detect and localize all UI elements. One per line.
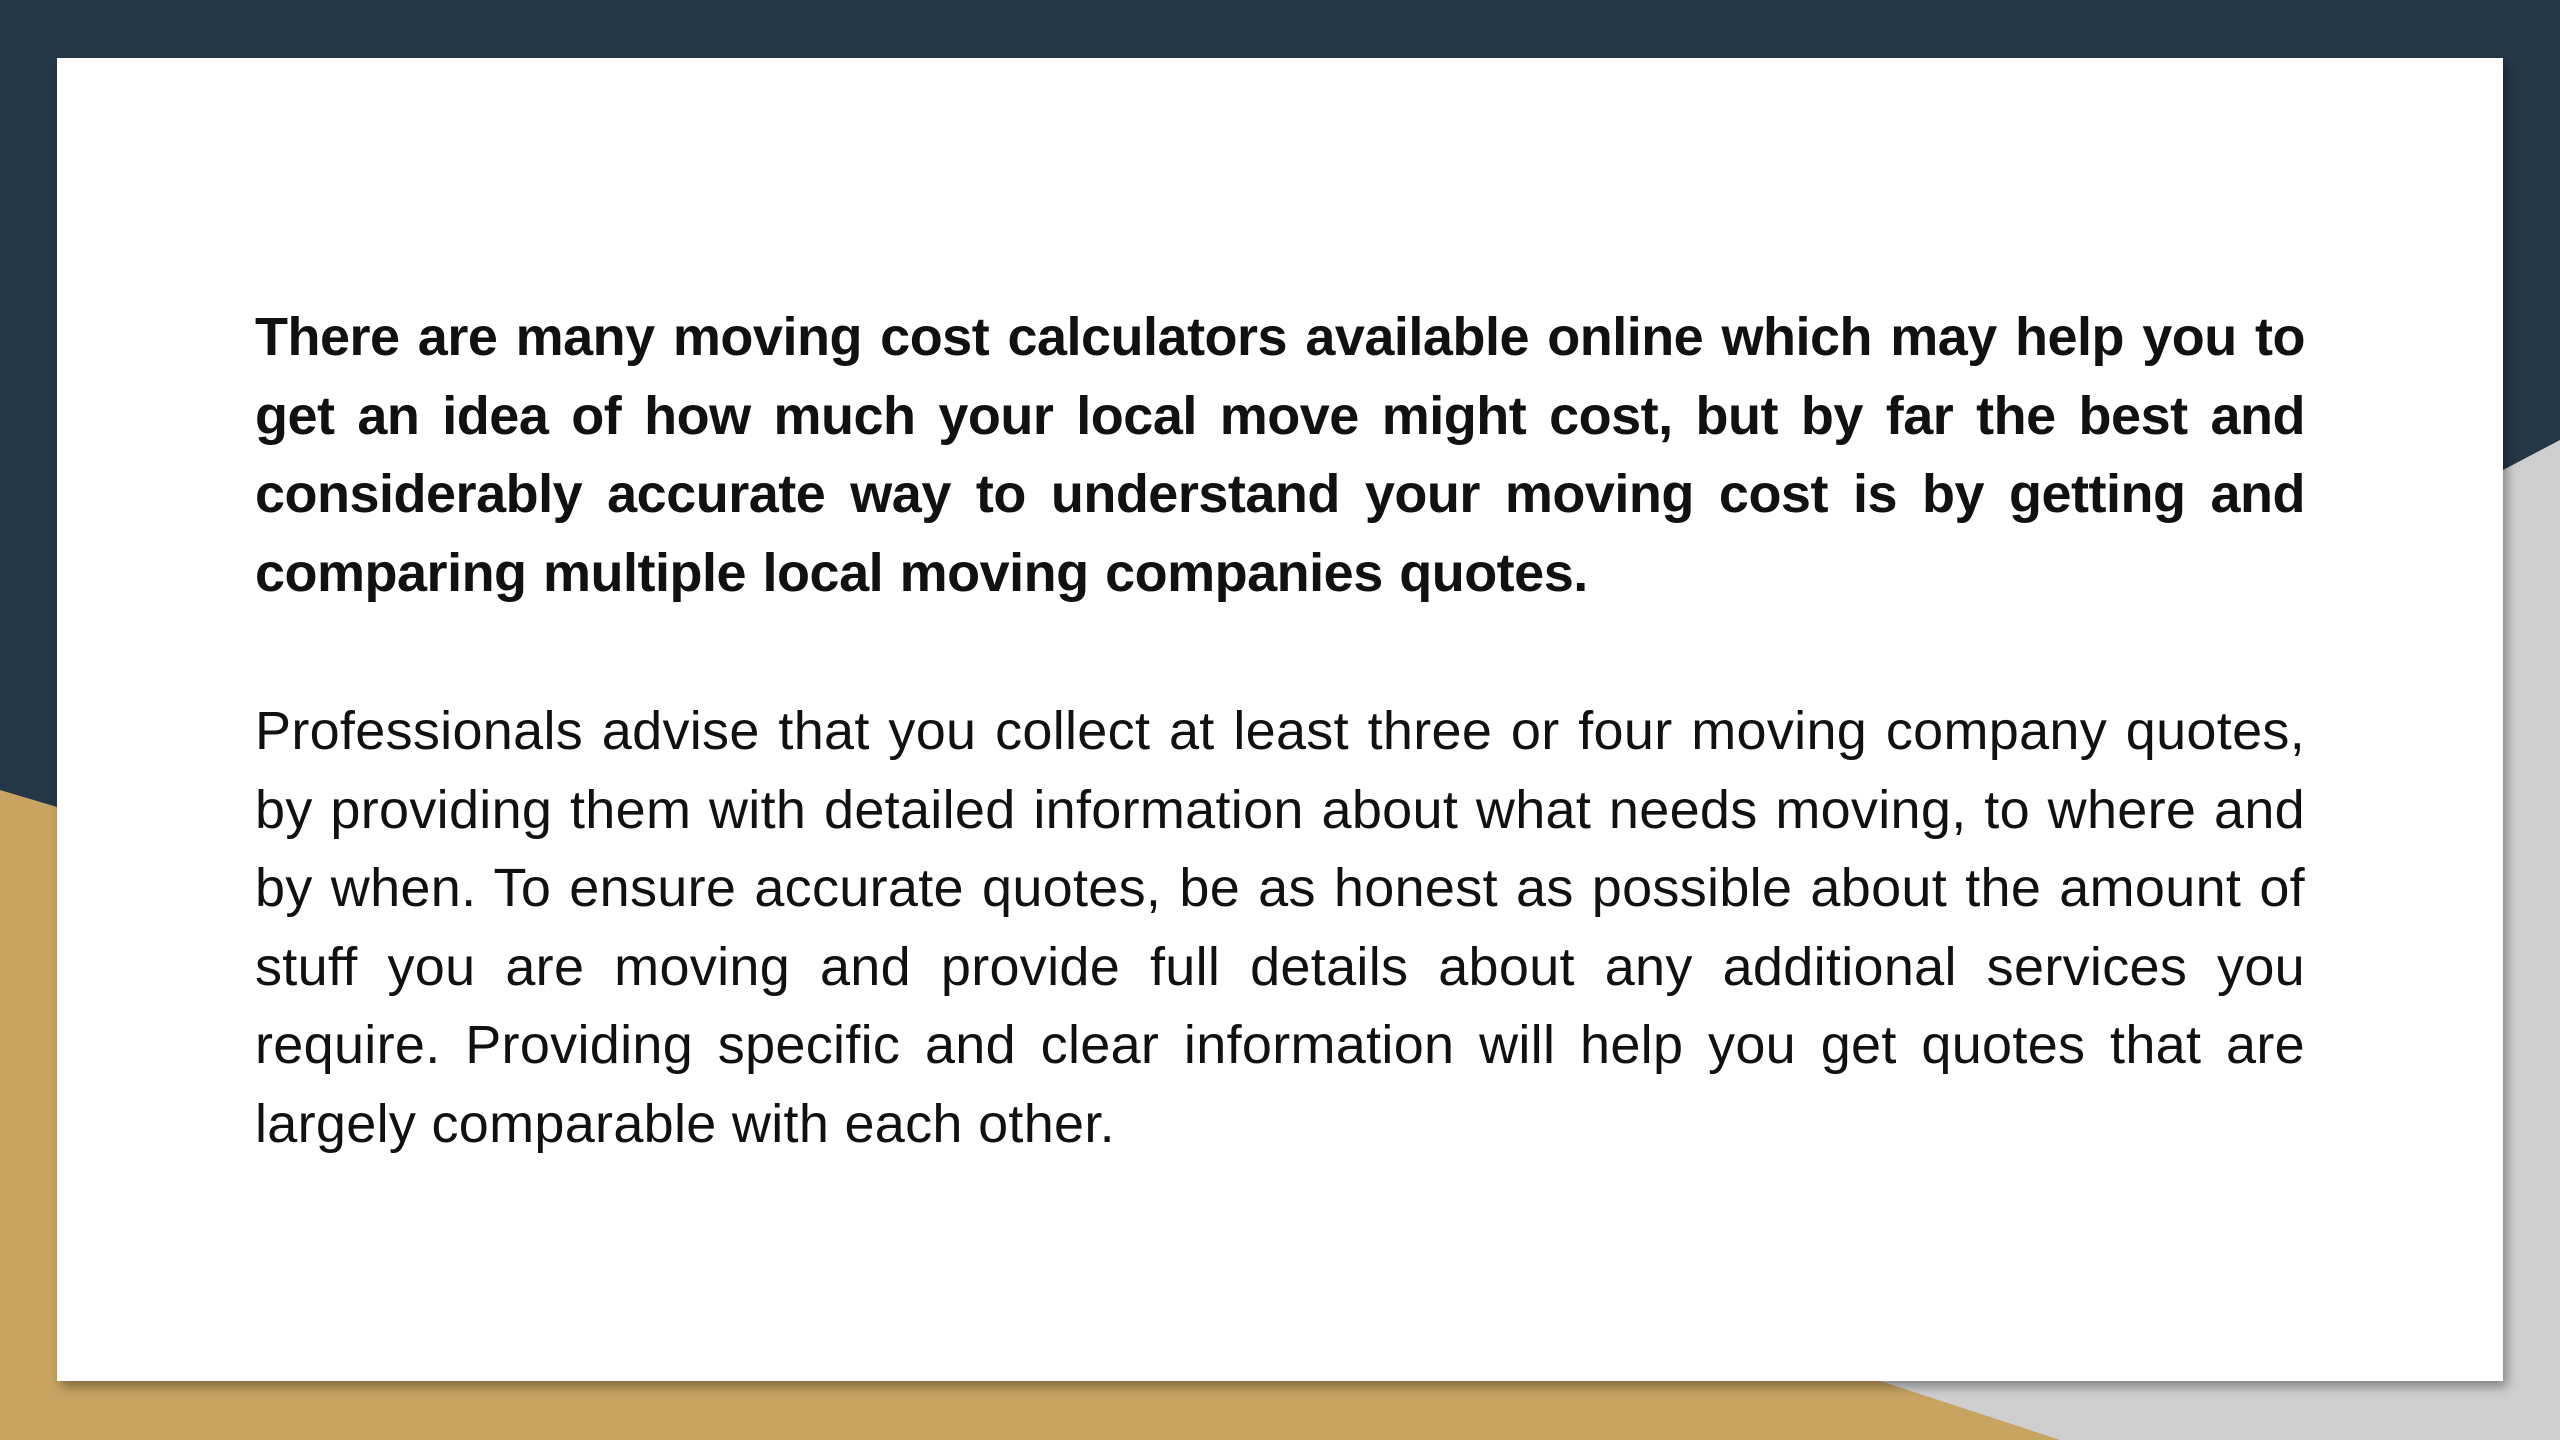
gold-bottom-strip bbox=[0, 1381, 2060, 1440]
advice-paragraph: Professionals advise that you collect at least three or four moving company quotes, by providing them with detailed information about what needs moving, to where and by when. To ensure accurate quotes, be as honest as possible about the amount of stuff you are moving and provide full details about any additional services you require. Providing specific and clear information will help you get quotes that are largely comparable with each other. bbox=[255, 701, 2305, 1154]
intro-bold-paragraph: There are many moving cost calculators available online which may help you to get an idea of how much your local move might cost, but by far the best and considerably accurate way to understand your moving cost is by getting and comparing multiple local moving companies quotes. bbox=[255, 307, 2305, 603]
slide-card bbox=[57, 58, 2503, 1381]
slide-text-block bbox=[255, 298, 2305, 1163]
